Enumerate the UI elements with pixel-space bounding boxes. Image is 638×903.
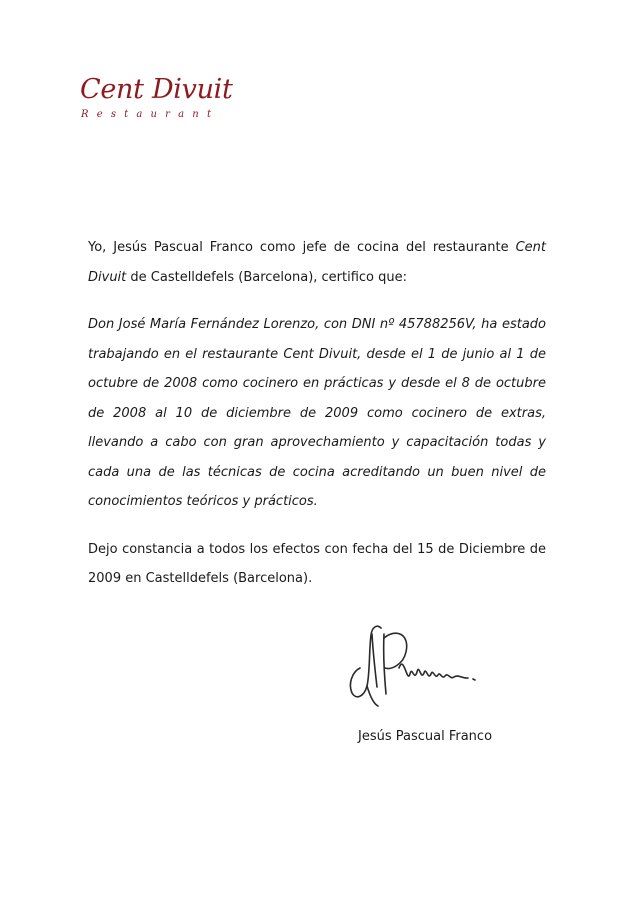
intro-text-end: de Castelldefels (Barcelona), certifico que: <box>126 269 408 285</box>
certification-paragraph: Don José María Fernández Lorenzo, con DNI nº 45788256V, ha estado trabajando en el restaurante Cent Divuit, desde el 1 de junio al 1 de octubre de 2008 como cocinero en prácticas y desde el 8 de octubre de 2008 al 10 de diciembre de 2009 como cocinero de extras, llevando a cabo con gran aprovechamiento y capacitación todas y cada una de las técnicas de cocina acreditando un buen nivel de conocimientos teóricos y prácticos. <box>88 317 546 509</box>
signature-image <box>344 610 494 710</box>
letter-body <box>88 233 546 594</box>
logo-subtitle-letter: s <box>110 109 116 120</box>
logo-subtitle-letter: n <box>192 109 199 120</box>
logo-subtitle-letter: u <box>150 109 157 120</box>
logo-subtitle-letter: e <box>96 109 103 120</box>
logo-subtitle-letter: R <box>81 109 89 120</box>
logo-subtitle-letter: a <box>136 109 143 120</box>
signatory-name: Jesús Pascual Franco <box>358 729 493 744</box>
logo-subtitle-letter: r <box>165 109 170 120</box>
logo-subtitle <box>81 109 211 121</box>
logo-name: Cent Divuit <box>80 74 233 105</box>
logo-subtitle-letter: a <box>178 109 185 120</box>
restaurant-name-italic: Cent Divuit <box>88 240 546 285</box>
restaurant-logo <box>80 74 233 124</box>
logo-subtitle-letter: t <box>124 109 129 120</box>
intro-text-start: Yo, Jesús Pascual Franco como jefe de cocina del restaurante <box>88 240 516 255</box>
logo-subtitle-letter: t <box>206 109 211 120</box>
closing-paragraph: Dejo constancia a todos los efectos con fecha del 15 de Diciembre de 2009 en Castelldefels (Barcelona). <box>88 541 546 586</box>
intro-paragraph <box>88 233 546 292</box>
